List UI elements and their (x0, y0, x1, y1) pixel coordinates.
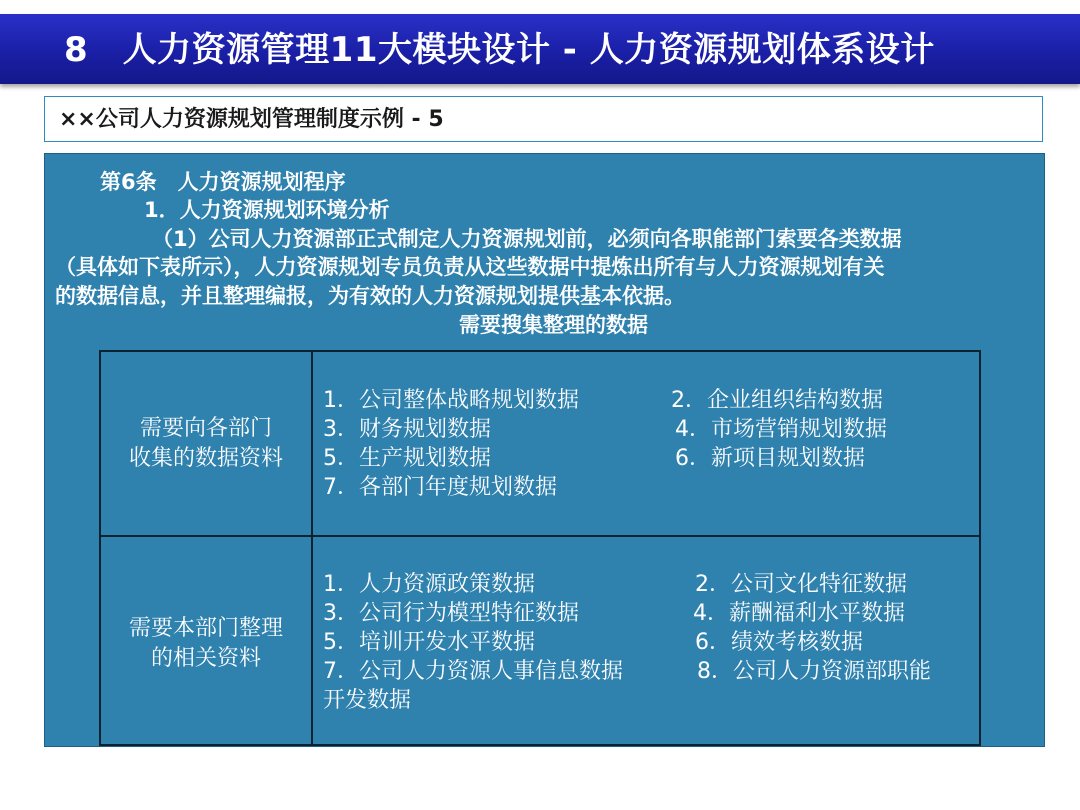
row-2-item-6: 6．绩效考核数据 (695, 630, 863, 655)
title-bar (0, 14, 1080, 84)
row-1-item-2: 2．企业组织结构数据 (671, 388, 883, 413)
page-title: 8 人力资源管理11大模块设计 - 人力资源规划体系设计 (64, 30, 935, 70)
row-1-item-5: 5．生产规划数据 (323, 446, 491, 471)
row-1-label-line-1: 需要向各部门 (139, 416, 272, 441)
row-2-item-8: 8．公司人力资源部职能 (697, 659, 931, 684)
row-1-item-1: 1．公司整体战略规划数据 (323, 388, 579, 413)
row-2-item-3: 3．公司行为模型特征数据 (323, 601, 579, 626)
row-1-item-3: 3．财务规划数据 (323, 417, 491, 442)
row-1-item-6: 6．新项目规划数据 (675, 446, 865, 471)
table-caption: 需要搜集整理的数据 (459, 313, 648, 337)
row-2-item-5: 5．培训开发水平数据 (323, 630, 535, 655)
row-2-item-2: 2．公司文化特征数据 (695, 572, 907, 597)
subtitle-box (44, 96, 1043, 142)
row-1-item-4: 4．市场营销规划数据 (675, 417, 887, 442)
article-heading: 第6条 人力资源规划程序 (100, 170, 346, 194)
subtitle-text: ××公司人力资源规划管理制度示例 - 5 (59, 107, 444, 132)
row-2-item-1: 1．人力资源政策数据 (323, 572, 535, 597)
row-1-item-7: 7．各部门年度规划数据 (323, 475, 557, 500)
row-2-item-8-continued: 开发数据 (323, 688, 412, 713)
row-2-item-7: 7．公司人力资源人事信息数据 (323, 659, 623, 684)
paragraph-line-2: （具体如下表所示），人力资源规划专员负责从这些数据中提炼出所有与人力资源规划有关 (55, 255, 885, 279)
table-column-divider (311, 352, 313, 744)
row-2-label-line-2: 的相关资料 (150, 646, 261, 671)
section-heading: 1．人力资源规划环境分析 (144, 198, 390, 222)
row-2-item-4: 4．薪酬福利水平数据 (693, 601, 905, 626)
row-2-label-line-1: 需要本部门整理 (128, 616, 283, 641)
data-table (99, 350, 981, 746)
paragraph-line-3: 的数据信息，并且整理编报，为有效的人力资源规划提供基本依据。 (55, 284, 685, 308)
table-row-divider (101, 535, 979, 537)
row-1-label-line-2: 收集的数据资料 (128, 446, 283, 471)
paragraph-line-1: （1）公司人力资源部正式制定人力资源规划前，必须向各职能部门索要各类数据 (152, 227, 902, 251)
